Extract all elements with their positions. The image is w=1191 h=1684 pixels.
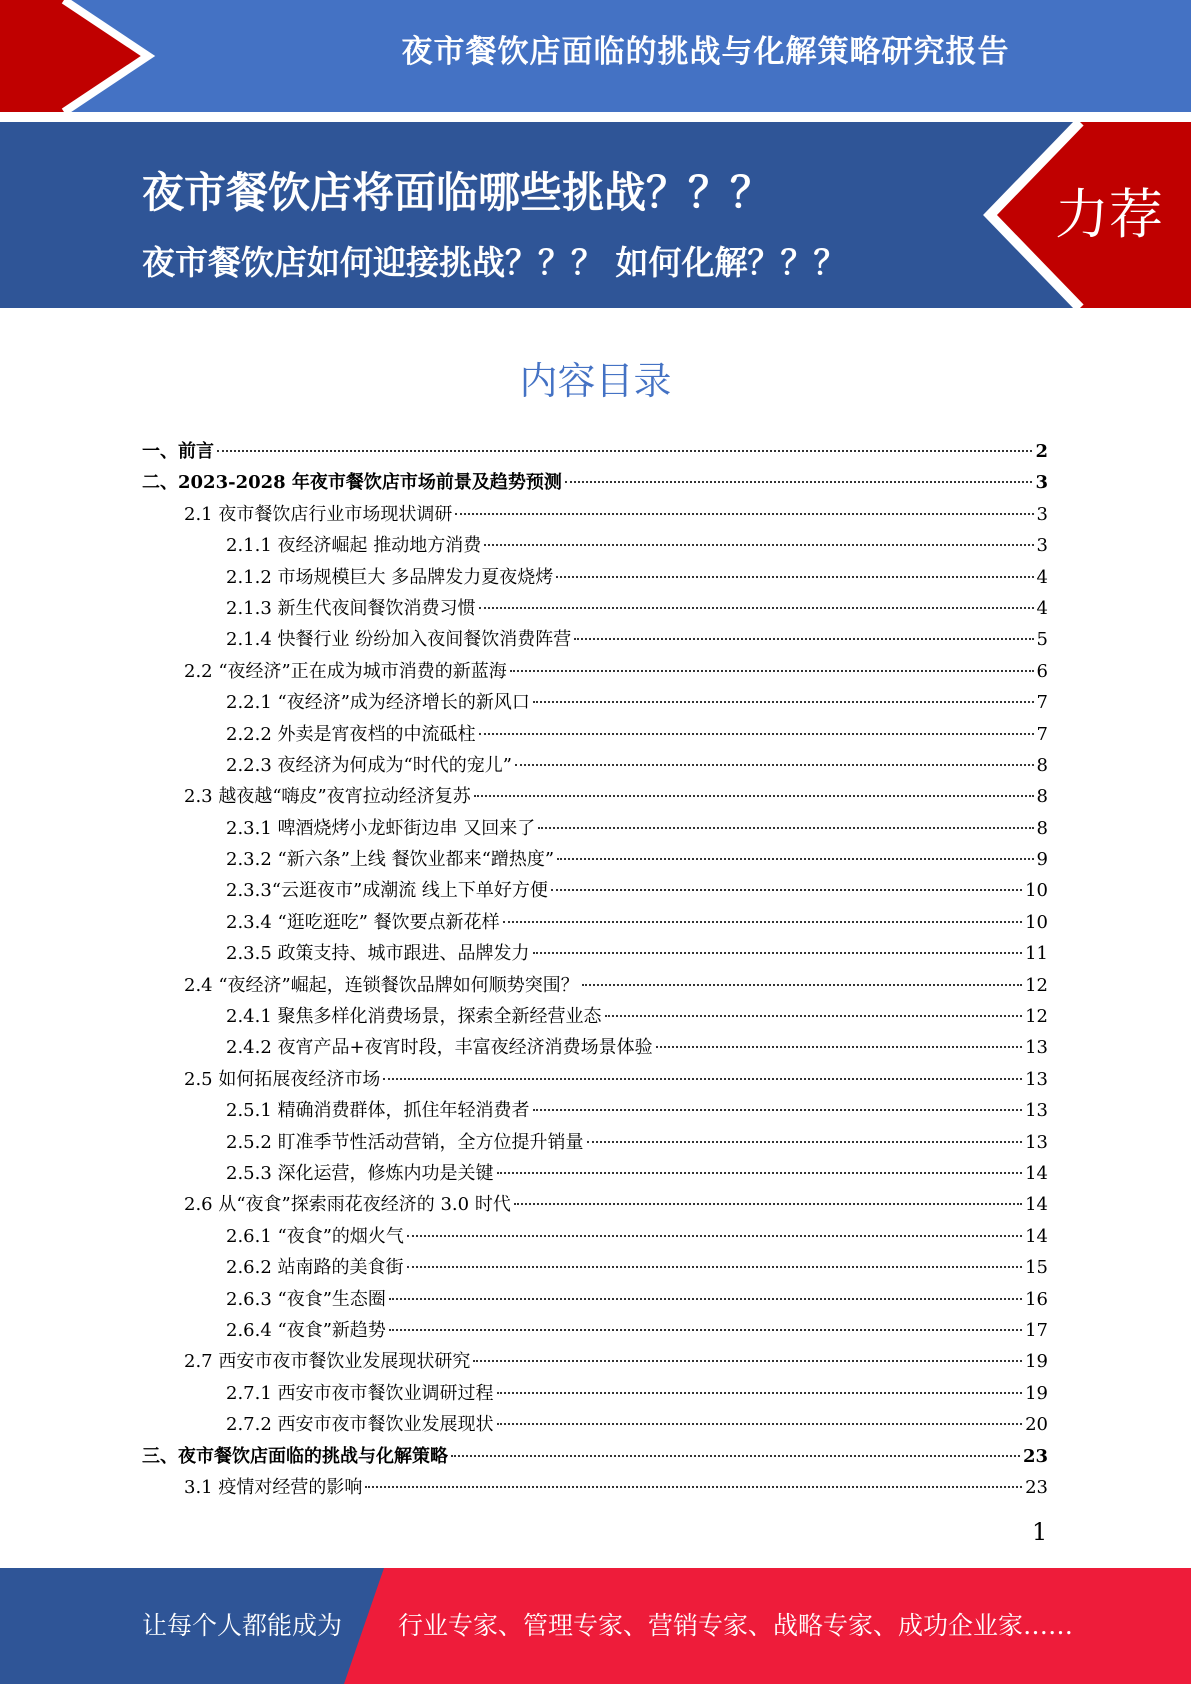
toc-entry[interactable] (142, 751, 1048, 782)
toc-entry-page: 10 (1025, 911, 1048, 933)
toc-entry-title: 一、前言 (142, 441, 214, 462)
toc-entry[interactable] (142, 1410, 1048, 1441)
toc-entry[interactable] (142, 1253, 1048, 1284)
toc-entry-title: 三、夜市餐饮店面临的挑战与化解策略 (142, 1445, 448, 1467)
footer-slogan-left: 让每个人都能成为 (142, 1611, 343, 1640)
toc-entry-title: 2.6.2 站南路的美食街 (226, 1257, 404, 1279)
toc-entry[interactable] (142, 1347, 1048, 1378)
toc-dot-leader (451, 1455, 1020, 1457)
toc-dot-leader (503, 921, 1022, 923)
toc-entry[interactable] (142, 1096, 1048, 1127)
toc-dot-leader (479, 607, 1034, 609)
toc-dot-leader (533, 1109, 1023, 1111)
toc-entry[interactable] (142, 908, 1048, 939)
toc-entry-page: 3 (1035, 472, 1048, 494)
toc-entry-page: 14 (1025, 1194, 1048, 1216)
toc-entry[interactable] (142, 1285, 1048, 1316)
toc-entry-title: 2.4.2 夜宵产品+夜宵时段，丰富夜经济消费场景体验 (226, 1037, 653, 1059)
toc-entry-page: 13 (1025, 1037, 1048, 1059)
toc-entry[interactable] (142, 1002, 1048, 1033)
toc-dot-leader (538, 827, 1033, 829)
toc-dot-leader (533, 952, 1023, 954)
toc-entry-page: 19 (1025, 1382, 1048, 1404)
toc-entry-page: 17 (1025, 1319, 1048, 1341)
toc-entry-title: 2.4 “夜经济”崛起，连锁餐饮品牌如何顺势突围？ (184, 974, 579, 996)
toc-entry-title: 2.5 如何拓展夜经济市场 (184, 1068, 381, 1090)
toc-entry-title: 2.1.1 夜经济崛起 推动地方消费 (226, 535, 482, 557)
toc-dot-leader (389, 1298, 1022, 1300)
toc-entry-title: 2.1.2 市场规模巨大 多品牌发力夏夜烧烤 (226, 566, 554, 588)
toc-entry-title: 2.2.2 外卖是宵夜档的中流砥柱 (226, 723, 476, 745)
toc-entry-page: 4 (1036, 597, 1048, 619)
toc-dot-leader (557, 858, 1033, 860)
toc-dot-leader (497, 1423, 1023, 1425)
toc-entry-title: 2.6.1 “夜食”的烟火气 (226, 1225, 404, 1247)
toc-entry[interactable] (142, 720, 1048, 751)
toc-entry-title: 2.2.1 “夜经济”成为经济增长的新风口 (226, 692, 530, 714)
toc-entry[interactable] (142, 782, 1048, 813)
table-of-contents (142, 437, 1048, 1504)
toc-dot-leader (365, 1486, 1022, 1488)
toc-dot-leader (574, 638, 1033, 640)
toc-dot-leader (565, 481, 1033, 483)
toc-entry-title: 2.3.3“云逛夜市”成潮流 线上下单好方便 (226, 880, 548, 902)
toc-entry-title: 2.6.4 “夜食”新趋势 (226, 1319, 386, 1341)
toc-entry-title: 2.5.2 盯准季节性活动营销，全方位提升销量 (226, 1131, 584, 1153)
toc-dot-leader (656, 1046, 1022, 1048)
toc-entry-page: 8 (1036, 754, 1048, 776)
toc-entry-page: 3 (1036, 535, 1048, 557)
toc-entry[interactable] (142, 1128, 1048, 1159)
toc-entry-title: 2.2.3 夜经济为何成为“时代的宠儿” (226, 754, 512, 776)
toc-dot-leader (407, 1266, 1023, 1268)
toc-entry-page: 11 (1025, 943, 1048, 965)
toc-entry[interactable] (142, 1379, 1048, 1410)
toc-entry-title: 2.6.3 “夜食”生态圈 (226, 1288, 386, 1310)
hero-question-solutions: 夜市餐饮店如何迎接挑战？？？ 如何化解？？？ (142, 243, 847, 282)
toc-entry[interactable] (142, 468, 1048, 499)
toc-dot-leader (497, 1172, 1023, 1174)
report-title: 夜市餐饮店面临的挑战与化解策略研究报告 (401, 34, 1010, 70)
toc-entry[interactable] (142, 688, 1048, 719)
toc-entry-title: 2.7 西安市夜市餐饮业发展现状研究 (184, 1351, 471, 1373)
toc-entry[interactable] (142, 1190, 1048, 1221)
toc-entry-title: 2.3.4 “逛吃逛吃” 餐饮要点新花样 (226, 911, 500, 933)
toc-entry-page: 14 (1025, 1225, 1048, 1247)
toc-entry-page: 12 (1025, 974, 1048, 996)
toc-dot-leader (407, 1235, 1022, 1237)
toc-entry[interactable] (142, 1442, 1048, 1473)
toc-entry[interactable] (142, 563, 1048, 594)
recommend-badge: 力荐 (1055, 183, 1163, 246)
toc-entry[interactable] (142, 1316, 1048, 1347)
toc-entry-page: 13 (1025, 1068, 1048, 1090)
toc-entry[interactable] (142, 594, 1048, 625)
toc-entry[interactable] (142, 657, 1048, 688)
toc-dot-leader (473, 1360, 1022, 1362)
toc-entry-title: 2.6 从“夜食”探索雨花夜经济的 3.0 时代 (184, 1194, 511, 1216)
toc-entry[interactable] (142, 625, 1048, 656)
toc-dot-leader (217, 450, 1032, 452)
toc-entry-page: 23 (1022, 1445, 1048, 1467)
toc-entry-title: 3.1 疫情对经营的影响 (184, 1476, 363, 1498)
toc-dot-leader (582, 984, 1022, 986)
toc-entry-title: 2.3 越夜越“嗨皮”夜宵拉动经济复苏 (184, 786, 471, 808)
toc-dot-leader (479, 733, 1034, 735)
toc-entry-page: 13 (1025, 1131, 1048, 1153)
toc-entry-page: 19 (1025, 1351, 1048, 1373)
toc-entry-title: 2.1.3 新生代夜间餐饮消费习惯 (226, 597, 476, 619)
toc-dot-leader (389, 1329, 1022, 1331)
toc-entry-page: 15 (1025, 1257, 1048, 1279)
toc-entry[interactable] (142, 1065, 1048, 1096)
hero-question-challenges: 夜市餐饮店将面临哪些挑战？？？ (142, 168, 773, 217)
toc-dot-leader (551, 889, 1022, 891)
toc-entry-title: 2.3.5 政策支持、城市跟进、品牌发力 (226, 943, 530, 965)
toc-dot-leader (455, 513, 1033, 515)
report-header-bar (0, 0, 1191, 112)
toc-entry-page: 10 (1025, 880, 1048, 902)
toc-entry-title: 2.7.2 西安市夜市餐饮业发展现状 (226, 1414, 494, 1436)
toc-entry-title: 2.7.1 西安市夜市餐饮业调研过程 (226, 1382, 494, 1404)
toc-entry-title: 2.5.1 精确消费群体，抓住年轻消费者 (226, 1100, 530, 1122)
toc-dot-leader (497, 1392, 1023, 1394)
toc-entry[interactable] (142, 876, 1048, 907)
toc-dot-leader (515, 764, 1034, 766)
page-number: 1 (1032, 1518, 1048, 1546)
toc-entry-page: 16 (1025, 1288, 1048, 1310)
toc-dot-leader (605, 1015, 1023, 1017)
toc-entry-page: 6 (1036, 660, 1048, 682)
toc-entry-title: 2.4.1 聚焦多样化消费场景，探索全新经营业态 (226, 1006, 602, 1028)
toc-entry-title: 2.1.4 快餐行业 纷纷加入夜间餐饮消费阵营 (226, 629, 572, 651)
toc-dot-leader (383, 1078, 1022, 1080)
toc-entry-page: 20 (1025, 1414, 1048, 1436)
toc-entry[interactable] (142, 531, 1048, 562)
toc-dot-leader (474, 795, 1034, 797)
toc-entry-title: 2.3.2 “新六条”上线 餐饮业都来“蹭热度” (226, 849, 555, 871)
toc-entry[interactable] (142, 1222, 1048, 1253)
toc-entry-page: 14 (1025, 1162, 1048, 1184)
toc-dot-leader (587, 1141, 1023, 1143)
toc-dot-leader (533, 701, 1034, 703)
toc-entry-page: 4 (1036, 566, 1048, 588)
toc-title: 内容目录 (519, 359, 672, 403)
toc-entry-page: 7 (1036, 692, 1048, 714)
toc-entry[interactable] (142, 971, 1048, 1002)
toc-entry-page: 3 (1036, 503, 1048, 525)
hero-banner (0, 122, 1191, 308)
toc-entry-page: 5 (1036, 629, 1048, 651)
toc-entry-title: 2.3.1 啤酒烧烤小龙虾街边串 又回来了 (226, 817, 536, 839)
toc-dot-leader (514, 1203, 1022, 1205)
toc-entry[interactable] (142, 437, 1048, 468)
toc-entry-page: 12 (1025, 1006, 1048, 1028)
toc-entry[interactable] (142, 845, 1048, 876)
toc-entry-title: 二、2023-2028 年夜市餐饮店市场前景及趋势预测 (142, 472, 562, 494)
toc-entry[interactable] (142, 1159, 1048, 1190)
toc-entry[interactable] (142, 1033, 1048, 1064)
toc-entry[interactable] (142, 814, 1048, 845)
toc-entry-title: 2.5.3 深化运营，修炼内功是关键 (226, 1162, 494, 1184)
toc-entry-title: 2.1 夜市餐饮店行业市场现状调研 (184, 503, 453, 525)
footer-slogan-right: 行业专家、管理专家、营销专家、战略专家、成功企业家…… (398, 1611, 1074, 1640)
slogan-footer (0, 1568, 1191, 1684)
toc-entry-page: 8 (1036, 817, 1048, 839)
toc-entry-page: 8 (1036, 786, 1048, 808)
toc-entry-title: 2.2 “夜经济”正在成为城市消费的新蓝海 (184, 660, 507, 682)
toc-entry-page: 13 (1025, 1100, 1048, 1122)
toc-dot-leader (556, 576, 1033, 578)
toc-entry[interactable] (142, 939, 1048, 970)
toc-entry-page: 23 (1025, 1476, 1048, 1498)
toc-dot-leader (484, 544, 1033, 546)
toc-entry-page: 2 (1035, 441, 1048, 462)
toc-entry[interactable] (142, 1473, 1048, 1504)
toc-dot-leader (510, 670, 1034, 672)
toc-entry-page: 9 (1036, 849, 1048, 871)
toc-entry-page: 7 (1036, 723, 1048, 745)
toc-entry[interactable] (142, 500, 1048, 531)
